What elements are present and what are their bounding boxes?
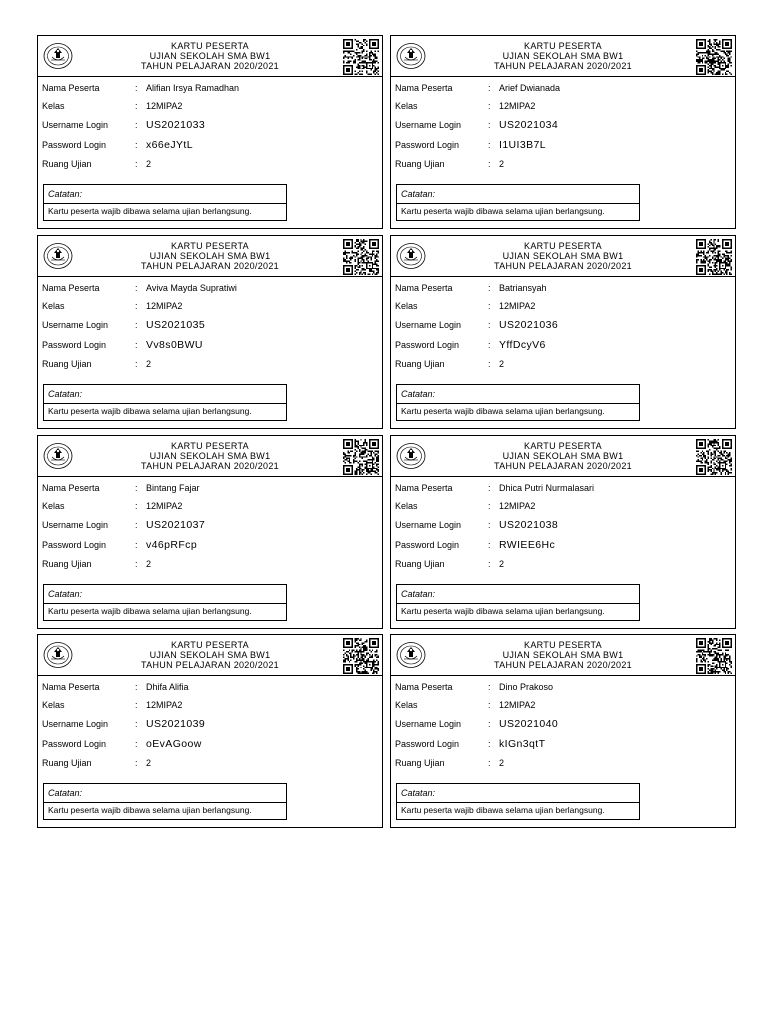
- card-header: [391, 236, 735, 277]
- label-password: Password Login: [42, 340, 107, 350]
- title-line-3: TAHUN PELAJARAN 2020/2021: [141, 261, 279, 271]
- note-text: Kartu peserta wajib dibawa selama ujian berlangsung.: [48, 606, 252, 616]
- card-title: [431, 41, 695, 71]
- value-password: x66eJYtL: [146, 139, 193, 151]
- value-kelas: 12MIPA2: [146, 501, 183, 511]
- label-password: Password Login: [42, 140, 107, 150]
- value-nama: Arief Dwianada: [499, 83, 561, 93]
- value-password: RWIEE6Hc: [499, 539, 556, 551]
- label-password: Password Login: [42, 739, 107, 749]
- separator: :: [488, 140, 491, 150]
- card-header: [391, 36, 735, 77]
- value-password: v46pRFcp: [146, 539, 198, 551]
- note-box: [396, 584, 640, 621]
- value-password: kIGn3qtT: [499, 738, 546, 750]
- label-username: Username Login: [42, 719, 109, 729]
- title-line-1: KARTU PESERTA: [524, 241, 602, 251]
- school-logo-icon: [43, 441, 73, 471]
- note-title: Catatan:: [44, 585, 286, 604]
- separator: :: [135, 682, 138, 692]
- card-title: [78, 640, 342, 670]
- value-password: Vv8s0BWU: [146, 339, 203, 351]
- value-password: YffDcyV6: [499, 339, 546, 351]
- label-username: Username Login: [42, 120, 109, 130]
- exam-card: [390, 435, 736, 629]
- title-line-1: KARTU PESERTA: [524, 640, 602, 650]
- value-username: US2021040: [499, 718, 559, 730]
- value-username: US2021035: [146, 319, 206, 331]
- card-title: [431, 441, 695, 471]
- card-header: [38, 36, 382, 77]
- title-line-2: UJIAN SEKOLAH SMA BW1: [149, 251, 271, 261]
- label-nama: Nama Peserta: [42, 83, 100, 93]
- value-username: US2021038: [499, 519, 559, 531]
- separator: :: [135, 301, 138, 311]
- separator: :: [135, 700, 138, 710]
- label-kelas: Kelas: [42, 101, 65, 111]
- separator: :: [135, 101, 138, 111]
- value-kelas: 12MIPA2: [146, 101, 183, 111]
- note-box: [43, 783, 287, 820]
- value-ruang: 2: [499, 359, 505, 369]
- value-nama: Dino Prakoso: [499, 682, 554, 692]
- label-password: Password Login: [42, 540, 107, 550]
- title-line-1: KARTU PESERTA: [171, 41, 249, 51]
- label-kelas: Kelas: [395, 101, 418, 111]
- separator: :: [488, 120, 491, 130]
- separator: :: [135, 359, 138, 369]
- separator: :: [135, 559, 138, 569]
- value-nama: Dhica Putri Nurmalasari: [499, 483, 595, 493]
- exam-card: [37, 435, 383, 629]
- note-title: Catatan:: [397, 185, 639, 204]
- title-line-3: TAHUN PELAJARAN 2020/2021: [141, 61, 279, 71]
- title-line-3: TAHUN PELAJARAN 2020/2021: [494, 660, 632, 670]
- note-title: Catatan:: [44, 385, 286, 404]
- note-box: [396, 184, 640, 221]
- label-password: Password Login: [395, 739, 460, 749]
- separator: :: [488, 483, 491, 493]
- exam-card: [390, 235, 736, 429]
- label-password: Password Login: [395, 140, 460, 150]
- value-kelas: 12MIPA2: [499, 301, 536, 311]
- separator: :: [135, 320, 138, 330]
- label-username: Username Login: [395, 320, 462, 330]
- value-nama: Alifian Irsya Ramadhan: [146, 83, 240, 93]
- note-title: Catatan:: [397, 585, 639, 604]
- school-logo-icon: [396, 441, 426, 471]
- label-nama: Nama Peserta: [395, 83, 453, 93]
- separator: :: [488, 739, 491, 749]
- value-kelas: 12MIPA2: [499, 101, 536, 111]
- label-ruang: Ruang Ujian: [42, 559, 92, 569]
- separator: :: [488, 719, 491, 729]
- note-title: Catatan:: [397, 784, 639, 803]
- label-password: Password Login: [395, 540, 460, 550]
- qr-code-icon: [696, 239, 732, 275]
- separator: :: [488, 559, 491, 569]
- qr-code-icon: [696, 39, 732, 75]
- separator: :: [488, 540, 491, 550]
- title-line-2: UJIAN SEKOLAH SMA BW1: [502, 451, 624, 461]
- value-username: US2021037: [146, 519, 206, 531]
- separator: :: [135, 340, 138, 350]
- separator: :: [135, 159, 138, 169]
- title-line-2: UJIAN SEKOLAH SMA BW1: [149, 51, 271, 61]
- qr-code-icon: [343, 39, 379, 75]
- qr-code-icon: [343, 439, 379, 475]
- school-logo-icon: [396, 640, 426, 670]
- separator: :: [488, 682, 491, 692]
- school-logo-icon: [396, 241, 426, 271]
- card-title: [78, 241, 342, 271]
- value-password: I1UI3B7L: [499, 139, 546, 151]
- label-kelas: Kelas: [42, 301, 65, 311]
- value-kelas: 12MIPA2: [146, 700, 183, 710]
- title-line-1: KARTU PESERTA: [524, 41, 602, 51]
- value-nama: Bintang Fajar: [146, 483, 200, 493]
- value-username: US2021034: [499, 119, 559, 131]
- note-text: Kartu peserta wajib dibawa selama ujian berlangsung.: [48, 206, 252, 216]
- label-kelas: Kelas: [395, 700, 418, 710]
- separator: :: [135, 739, 138, 749]
- title-line-2: UJIAN SEKOLAH SMA BW1: [502, 51, 624, 61]
- label-nama: Nama Peserta: [395, 283, 453, 293]
- note-box: [43, 184, 287, 221]
- separator: :: [135, 483, 138, 493]
- label-ruang: Ruang Ujian: [42, 159, 92, 169]
- note-text: Kartu peserta wajib dibawa selama ujian berlangsung.: [401, 606, 605, 616]
- note-box: [396, 384, 640, 421]
- label-username: Username Login: [395, 719, 462, 729]
- value-nama: Dhifa Alifia: [146, 682, 189, 692]
- note-text: Kartu peserta wajib dibawa selama ujian berlangsung.: [401, 206, 605, 216]
- exam-card: [37, 35, 383, 229]
- value-ruang: 2: [146, 159, 152, 169]
- label-password: Password Login: [395, 340, 460, 350]
- separator: :: [135, 140, 138, 150]
- note-title: Catatan:: [44, 784, 286, 803]
- label-nama: Nama Peserta: [395, 682, 453, 692]
- separator: :: [135, 501, 138, 511]
- label-ruang: Ruang Ujian: [42, 359, 92, 369]
- note-box: [43, 384, 287, 421]
- card-header: [38, 236, 382, 277]
- label-kelas: Kelas: [395, 301, 418, 311]
- exam-card: [390, 35, 736, 229]
- label-username: Username Login: [395, 120, 462, 130]
- separator: :: [135, 758, 138, 768]
- value-ruang: 2: [499, 159, 505, 169]
- value-kelas: 12MIPA2: [499, 501, 536, 511]
- value-ruang: 2: [146, 359, 152, 369]
- note-text: Kartu peserta wajib dibawa selama ujian berlangsung.: [48, 406, 252, 416]
- value-username: US2021039: [146, 718, 206, 730]
- qr-code-icon: [696, 439, 732, 475]
- separator: :: [488, 101, 491, 111]
- value-ruang: 2: [499, 758, 505, 768]
- separator: :: [488, 758, 491, 768]
- separator: :: [488, 159, 491, 169]
- note-title: Catatan:: [397, 385, 639, 404]
- label-username: Username Login: [42, 320, 109, 330]
- label-ruang: Ruang Ujian: [395, 559, 445, 569]
- value-ruang: 2: [146, 559, 152, 569]
- separator: :: [488, 520, 491, 530]
- school-logo-icon: [43, 241, 73, 271]
- title-line-3: TAHUN PELAJARAN 2020/2021: [494, 461, 632, 471]
- note-title: Catatan:: [44, 185, 286, 204]
- note-text: Kartu peserta wajib dibawa selama ujian berlangsung.: [401, 805, 605, 815]
- card-header: [38, 635, 382, 676]
- label-kelas: Kelas: [42, 700, 65, 710]
- label-ruang: Ruang Ujian: [42, 758, 92, 768]
- title-line-2: UJIAN SEKOLAH SMA BW1: [149, 650, 271, 660]
- card-title: [78, 441, 342, 471]
- title-line-1: KARTU PESERTA: [171, 241, 249, 251]
- label-nama: Nama Peserta: [42, 483, 100, 493]
- label-username: Username Login: [42, 520, 109, 530]
- separator: :: [135, 520, 138, 530]
- label-ruang: Ruang Ujian: [395, 758, 445, 768]
- note-box: [43, 584, 287, 621]
- note-text: Kartu peserta wajib dibawa selama ujian berlangsung.: [401, 406, 605, 416]
- label-kelas: Kelas: [42, 501, 65, 511]
- separator: :: [135, 83, 138, 93]
- title-line-1: KARTU PESERTA: [524, 441, 602, 451]
- qr-code-icon: [343, 239, 379, 275]
- label-username: Username Login: [395, 520, 462, 530]
- separator: :: [488, 301, 491, 311]
- card-header: [391, 635, 735, 676]
- school-logo-icon: [396, 41, 426, 71]
- value-nama: Batriansyah: [499, 283, 547, 293]
- title-line-3: TAHUN PELAJARAN 2020/2021: [494, 261, 632, 271]
- value-nama: Aviva Mayda Supratiwi: [146, 283, 237, 293]
- qr-code-icon: [343, 638, 379, 674]
- separator: :: [488, 320, 491, 330]
- exam-card: [37, 634, 383, 828]
- separator: :: [488, 359, 491, 369]
- card-title: [78, 41, 342, 71]
- qr-code-icon: [696, 638, 732, 674]
- card-header: [38, 436, 382, 477]
- separator: :: [488, 283, 491, 293]
- value-username: US2021033: [146, 119, 206, 131]
- label-nama: Nama Peserta: [395, 483, 453, 493]
- separator: :: [135, 540, 138, 550]
- note-box: [396, 783, 640, 820]
- title-line-3: TAHUN PELAJARAN 2020/2021: [141, 461, 279, 471]
- separator: :: [488, 83, 491, 93]
- school-logo-icon: [43, 640, 73, 670]
- card-header: [391, 436, 735, 477]
- separator: :: [488, 700, 491, 710]
- value-username: US2021036: [499, 319, 559, 331]
- title-line-3: TAHUN PELAJARAN 2020/2021: [494, 61, 632, 71]
- label-ruang: Ruang Ujian: [395, 159, 445, 169]
- value-kelas: 12MIPA2: [146, 301, 183, 311]
- value-ruang: 2: [146, 758, 152, 768]
- title-line-2: UJIAN SEKOLAH SMA BW1: [502, 650, 624, 660]
- separator: :: [135, 120, 138, 130]
- separator: :: [135, 719, 138, 729]
- title-line-1: KARTU PESERTA: [171, 640, 249, 650]
- exam-card: [37, 235, 383, 429]
- school-logo-icon: [43, 41, 73, 71]
- value-kelas: 12MIPA2: [499, 700, 536, 710]
- note-text: Kartu peserta wajib dibawa selama ujian berlangsung.: [48, 805, 252, 815]
- card-title: [431, 640, 695, 670]
- label-kelas: Kelas: [395, 501, 418, 511]
- value-ruang: 2: [499, 559, 505, 569]
- label-nama: Nama Peserta: [42, 682, 100, 692]
- card-title: [431, 241, 695, 271]
- title-line-2: UJIAN SEKOLAH SMA BW1: [502, 251, 624, 261]
- separator: :: [488, 501, 491, 511]
- separator: :: [135, 283, 138, 293]
- exam-card: [390, 634, 736, 828]
- label-nama: Nama Peserta: [42, 283, 100, 293]
- separator: :: [488, 340, 491, 350]
- value-password: oEvAGoow: [146, 738, 202, 750]
- title-line-2: UJIAN SEKOLAH SMA BW1: [149, 451, 271, 461]
- label-ruang: Ruang Ujian: [395, 359, 445, 369]
- title-line-3: TAHUN PELAJARAN 2020/2021: [141, 660, 279, 670]
- title-line-1: KARTU PESERTA: [171, 441, 249, 451]
